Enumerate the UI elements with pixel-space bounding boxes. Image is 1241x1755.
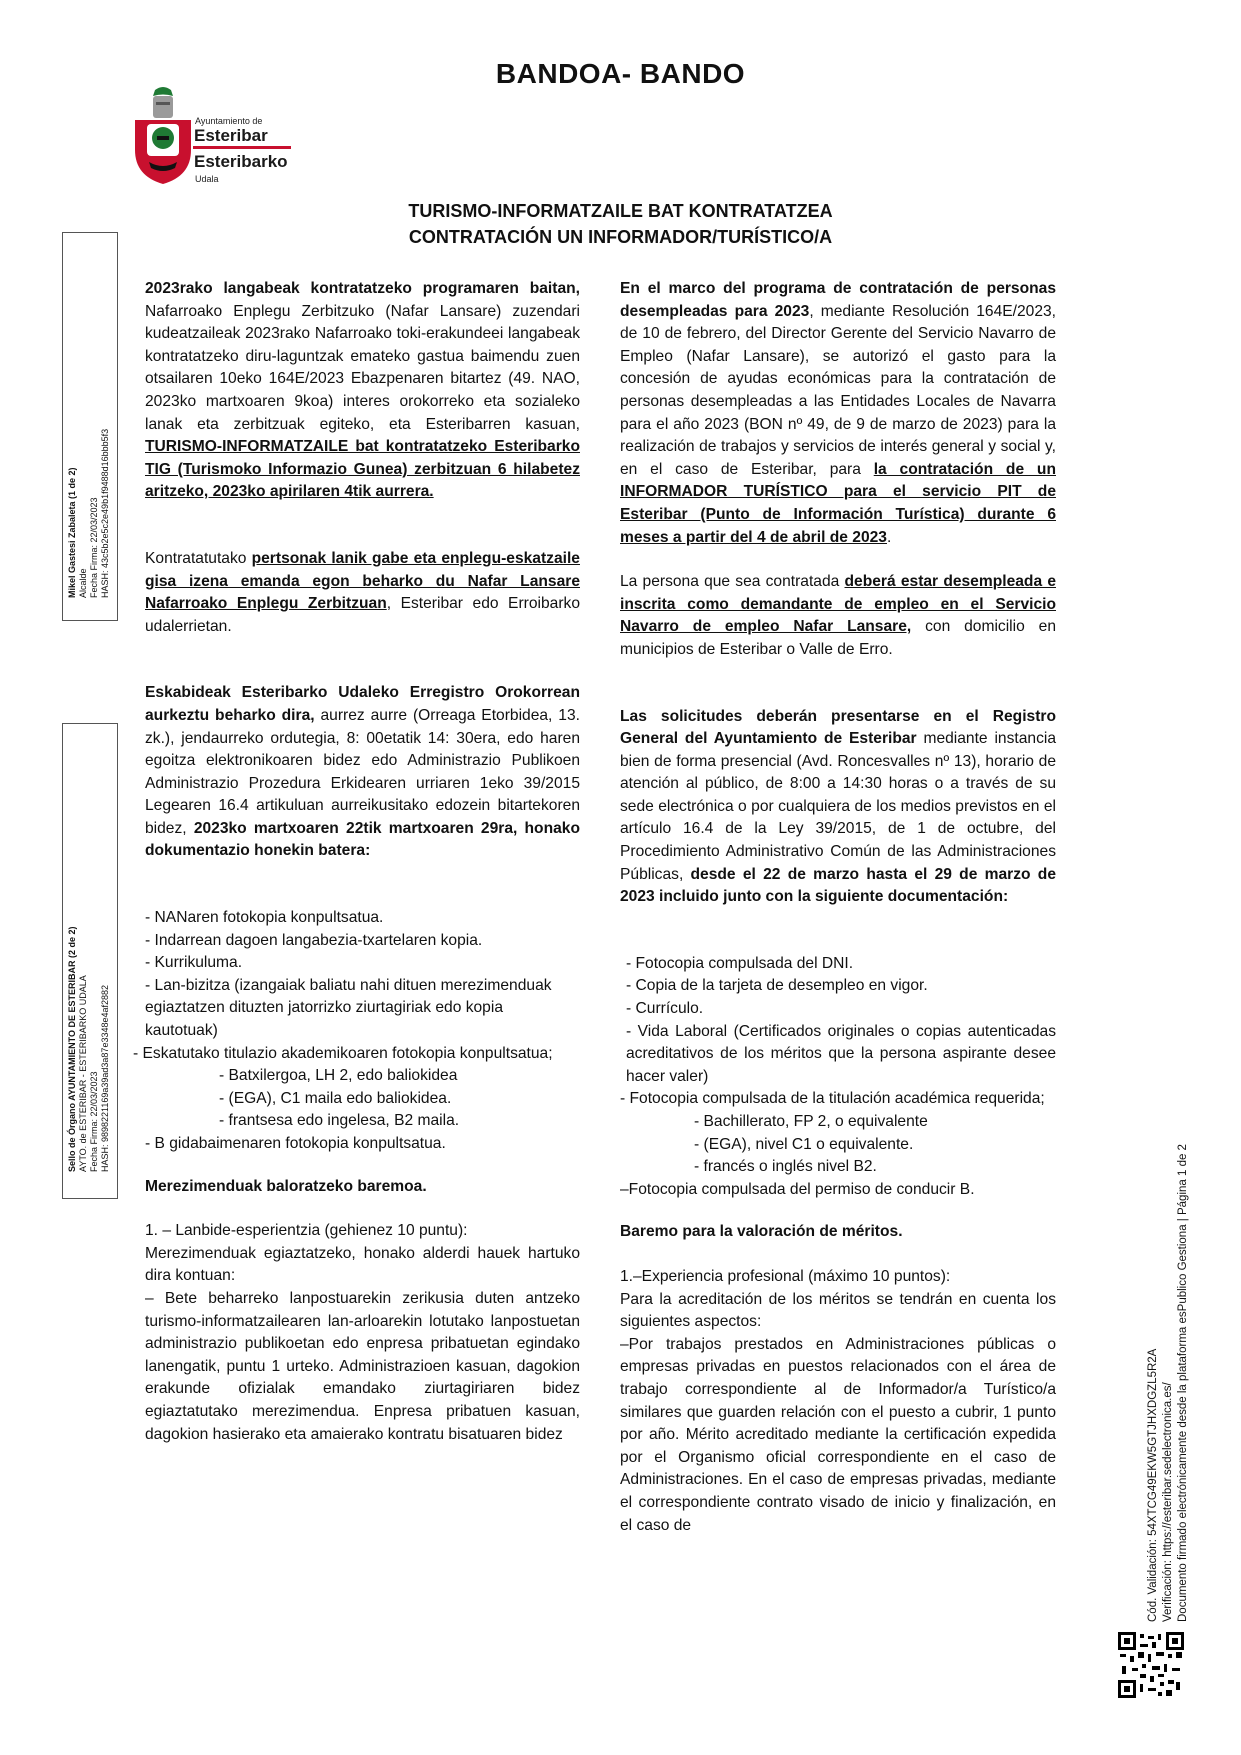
logo-divider — [193, 146, 291, 149]
validation-code: Cód. Validación: 54XTCG49EKW5GTJHXDGZL5R2A — [1147, 1348, 1159, 1622]
eu-docs-list — [133, 907, 580, 1156]
subtitle — [0, 198, 1241, 250]
logo-name-es: Esteribar — [194, 126, 268, 145]
signature-1-text: Mikel Gastesi Zabaleta (1 de 2) Alcalde Fecha Firma: 22/03/2023 HASH: 43c5b2e5c2e49b1f9488d16bbb5f3 — [67, 428, 110, 598]
signature-box-1 — [62, 232, 118, 621]
list-item: - Lan-bizitza (izangaiak baliatu nahi dituen merezimenduak egiaztatzen dituzten jatorrizko ziurtagiriak edo kopia kautotuak) — [145, 976, 552, 1040]
list-subitem: - (EGA), C1 maila edo baliokidea. — [219, 1089, 452, 1107]
subtitle-spanish: CONTRATACIÓN UN INFORMADOR/TURÍSTICO/A — [408, 227, 833, 247]
list-item: - Eskatutako titulazio akademikoaren fotokopia konpultsatua; — [133, 1044, 553, 1062]
list-item: - Kurrikuluma. — [145, 954, 243, 972]
es-experience-title: 1.–Experiencia profesional (máximo 10 puntos): — [620, 1267, 951, 1285]
list-item: - Copia de la tarjeta de desempleo en vigor. — [626, 977, 928, 995]
list-item: - Indarrean dagoen langabezia-txartelaren kopia. — [145, 931, 483, 949]
list-subitem: - Bachillerato, FP 2, o equivalente — [694, 1113, 928, 1130]
list-item: –Fotocopia compulsada del permiso de conducir B. — [620, 1180, 975, 1198]
coat-of-arms-icon — [133, 86, 193, 186]
list-item: - Fotocopia compulsada de la titulación académica requerida; — [620, 1090, 1045, 1108]
list-item: - Currículo. — [626, 1000, 704, 1018]
es-experience-text: –Por trabajos prestados en Administraciones públicas o empresas privadas en puestos relacionados con el área de trabajo correspondiente al de Informador/a Turístico/a similares que guarden relación con el puesto a cubrir, 1 punto por año. Mérito acreditado mediante la certificación expedida por el Organismo oficial correspondiente en el caso de Administraciones. En el caso de empresas privadas, mediante el correspondiente contrato visado de inicio y finalización, en el caso de — [620, 1335, 1056, 1534]
verification-url[interactable]: Verificación: https://esteribar.sedelectronica.es/ — [1162, 1382, 1174, 1622]
eu-intro-paragraph: 2023rako langabeak kontratatzeko programaren baitan, Nafarroako Enplegu Zerbitzuko (Nafar Lansare) zuzendari kudeatzaileak 2023rako Nafarroako toki-erakundeei langabeak kontratatzeko diru-laguntzak emateko gastua baimendu zuen otsailaren 10eko 164E/2023 Ebazpenaren bitartez (49. NAO, 2023ko martxoaren 9koa) interes orokorreko eta sozialeko lanak eta zerbitzuak egiteko, eta Esteribarren kasuan, TURISMO-INFORMATZAILE bat kontratatzeko Esteribarko TIG (Turismoko Informazio Gunea) zerbitzuan 6 hilabetez aritzeko, 2023ko apirilaren 4tik aurrera. — [145, 280, 580, 501]
basque-column — [133, 278, 580, 1446]
es-baremo-title: Baremo para la valoración de méritos. — [620, 1223, 903, 1241]
validation-footer — [1146, 1144, 1191, 1622]
qr-code-icon — [1118, 1632, 1184, 1698]
logo-name-eu: Esteribarko — [194, 152, 288, 171]
page-title: BANDOA- BANDO — [495, 58, 746, 89]
list-item: - Fotocopia compulsada del DNI. — [626, 954, 854, 972]
signature-note: Documento firmado electrónicamente desde la plataforma esPublico Gestiona | Página 1 de 2 — [1177, 1144, 1189, 1622]
eu-experience-text: – Bete beharreko lanpostuarekin zerikusia duten antzeko turismo-informatzailearen lan-arloarekin lotutako lanpostuetan administrazio publikoetan edo enpresa pribatuetan egindako lanengatik, puntu 1 urteko. Administrazioen kasuan, dagokion erakunde ofizialak emandako ziurtagiriaren bidez egiaztatutako merezimendua. Enpresa pribatuen kasuan, dagokion hasierako eta amaierako kontratu bisatuaren bidez — [145, 1289, 580, 1443]
subtitle-basque: TURISMO-INFORMATZAILE BAT KONTRATATZEA — [408, 201, 833, 221]
eu-application-paragraph: Eskabideak Esteribarko Udaleko Erregistro Orokorrean aurkeztu beharko dira, aurrez aurre (Orreaga Etorbidea, 13. zk.), jendaurreko ordutegia, 8: 00etatik 14: 30era, edo haren egoitza elektronikoaren bidez edo Administrazio Publikoen Administrazio Prozedura Erkidearen urriaren 1eko 39/2015 Legearen 16.4 artikuluan aurreikusitako edozein bitartekoren bidez, 2023ko martxoaren 22tik martxoaren 29ra, honako dokumentazio honekin batera: — [145, 684, 580, 860]
es-requirement-paragraph: La persona que sea contratada deberá estar desempleada e inscrita como demandante de empleo en el Servicio Navarro de empleo Nafar Lansare, con domicilio en municipios de Esteribar o Valle de Erro. — [620, 573, 1056, 658]
eu-requirement-paragraph: Kontratatutako pertsonak lanik gabe eta enplegu-eskatzaile gisa izena emanda egon beharko du Nafar Lansare Nafarroako Enplegu Zerbitzuan, Esteribar edo Erroibarko udalerrietan. — [145, 549, 580, 635]
municipality-logo — [133, 86, 293, 196]
signature-box-2 — [62, 723, 118, 1199]
logo-small-top: Ayuntamiento de — [195, 116, 263, 126]
list-subitem: - francés o inglés nivel B2. — [694, 1158, 877, 1176]
es-application-paragraph: Las solicitudes deberán presentarse en el Registro General del Ayuntamiento de Esteribar mediante instancia bien de forma presencial (Avd. Roncesvalles nº 13), horario de atención al público, de 8:00 a 14:30 horas o a través de su sede electrónica o por cualquiera de los medios previstos en el artículo 16.4 de la Ley 39/2015, de 1 de octubre, del Procedimiento Administrativo Común de las Administraciones Públicas, desde el 22 de marzo hasta el 29 de marzo de 2023 incluido junto con la siguiente documentación: — [620, 707, 1056, 906]
signature-2-text: Sello de Órgano AYUNTAMIENTO DE ESTERIBAR (2 de 2) AYTO. de ESTERIBAR - ESTERIBARKO UDALA Fecha Firma: 22/03/2023 HASH: 9898221169a39ad3a87e3348e4af2882 — [67, 926, 110, 1172]
eu-experience-title: 1. – Lanbide-esperientzia (gehienez 10 puntu): — [145, 1222, 468, 1240]
list-subitem: - Batxilergoa, LH 2, edo baliokidea — [219, 1067, 458, 1085]
es-intro-paragraph: En el marco del programa de contratación de personas desempleadas para 2023, mediante Resolución 164E/2023, de 10 de febrero, del Director Gerente del Servicio Navarro de Empleo (Nafar Lansare), se autorizó el gasto para la concesión de ayudas económicas para la contratación de personas desempleadas a las Entidades Locales de Navarra para el año 2023 (BON nº 49, de 9 de marzo de 2023) para la realización de trabajos y servicios de interés general y social y, en el caso de Esteribar, para la contratación de un INFORMADOR TURÍSTICO para el servicio PIT de Esteribar (Punto de Información Turística) durante 6 meses a partir del 4 de abril de 2023. — [620, 280, 1056, 546]
spanish-column — [620, 278, 1056, 1537]
es-experience-intro: Para la acreditación de los méritos se tendrán en cuenta los siguientes aspectos: — [620, 1290, 1056, 1331]
list-item: - B gidabaimenaren fotokopia konpultsatua. — [145, 1135, 446, 1152]
list-item: - Vida Laboral (Certificados originales o copias autenticadas acreditativos de los méritos que la persona aspirante desee hacer valer) — [626, 1022, 1056, 1085]
list-item: - NANaren fotokopia konpultsatua. — [145, 909, 384, 927]
eu-baremo-title: Merezimenduak baloratzeko baremoa. — [145, 1177, 427, 1195]
list-subitem: - frantsesa edo ingelesa, B2 maila. — [219, 1112, 460, 1130]
list-subitem: - (EGA), nivel C1 o equivalente. — [694, 1135, 914, 1153]
es-docs-list — [620, 953, 1056, 1202]
eu-experience-intro: Merezimenduak egiaztatzeko, honako alderdi hauek hartuko dira kontuan: — [145, 1244, 580, 1285]
logo-small-bottom: Udala — [195, 174, 219, 184]
